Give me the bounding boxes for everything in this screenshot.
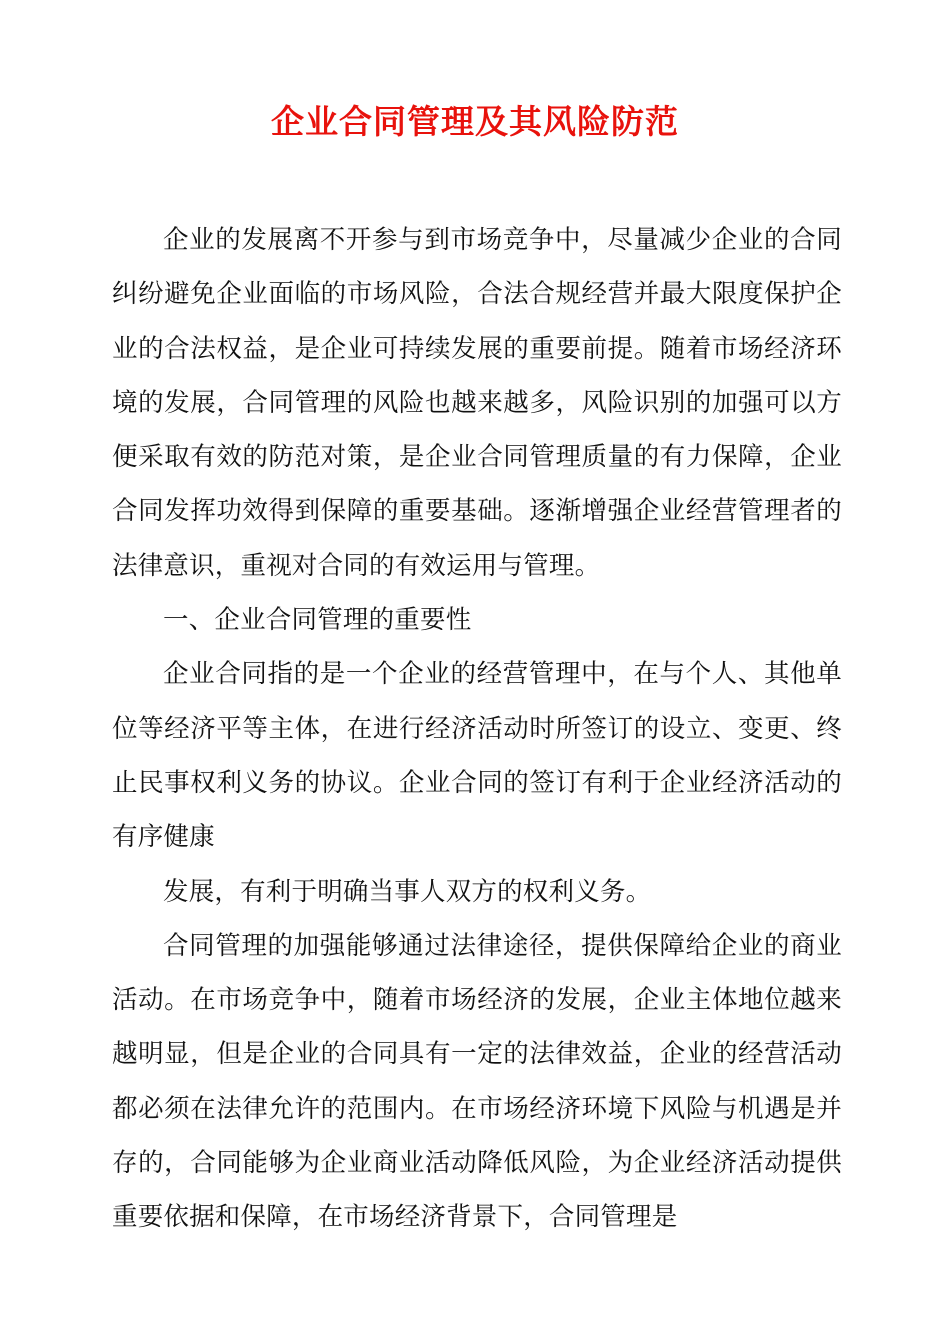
paragraph-importance: 合同管理的加强能够通过法律途径，提供保障给企业的商业活动。在市场竞争中，随着市场经济的发展，企业主体地位越来越明显，但是企业的合同具有一定的法律效益，企业的经营活动都必须在法律允许的范围内。在市场经济环境下风险与机遇是并存的，合同能够为企业商业活动降低风险，为企业经济活动提供重要依据和保障，在市场经济背景下，合同管理是 bbox=[112, 930, 842, 1233]
document-title: 企业合同管理及其风险防范 bbox=[271, 102, 679, 141]
paragraph-definition-continued: 发展，有利于明确当事人双方的权利义务。 bbox=[163, 876, 652, 907]
paragraph-definition: 企业合同指的是一个企业的经营管理中，在与个人、其他单位等经济平等主体，在进行经济活动时所签订的设立、变更、终止民事权利义务的协议。企业合同的签订有利于企业经济活动的有序健康 bbox=[112, 659, 842, 853]
document-body bbox=[112, 213, 842, 1245]
section-heading-1: 一、企业合同管理的重要性 bbox=[163, 605, 472, 636]
paragraph-intro: 企业的发展离不开参与到市场竞争中，尽量减少企业的合同纠纷避免企业面临的市场风险，合法合规经营并最大限度保护企业的合法权益，是企业可持续发展的重要前提。随着市场经济环境的发展，合同管理的风险也越来越多，风险识别的加强可以方便采取有效的防范对策，是企业合同管理质量的有力保障，企业合同发挥功效得到保障的重要基础。逐渐增强企业经营管理者的法律意识，重视对合同的有效运用与管理。 bbox=[112, 225, 842, 581]
